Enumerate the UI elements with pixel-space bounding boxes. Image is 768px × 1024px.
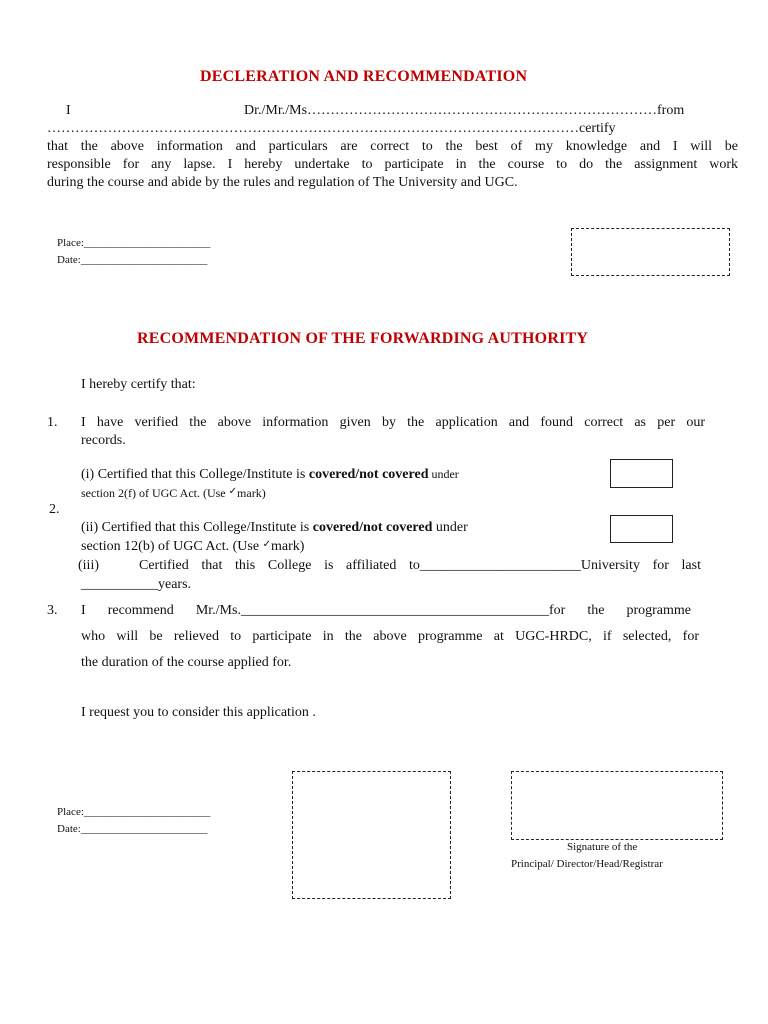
declaration-title: DECLERATION AND RECOMMENDATION <box>200 68 528 85</box>
item3-number: 3. <box>47 603 58 618</box>
forwarding-place-field[interactable] <box>57 806 210 818</box>
declaration-date-field[interactable] <box>57 254 207 266</box>
principal-signature-box[interactable] <box>511 771 723 840</box>
date-blank: _______________________ <box>80 823 208 835</box>
date-blank: _______________________ <box>80 254 208 266</box>
item3-text: who will be relieved to participate in the above programme at UGC-HRDC, if selected, for <box>81 629 699 644</box>
covered-12b-checkbox[interactable] <box>610 515 673 543</box>
forwarding-intro: I hereby certify that: <box>81 377 196 392</box>
item2-i-line1: (i) Certified that this College/Institute is covered/not covered under <box>81 467 459 482</box>
declaration-from-line: ……………………………………………………………………………………………………certify <box>47 121 616 136</box>
covered-2f-checkbox[interactable] <box>610 459 673 488</box>
item3-text: I recommend Mr./Ms.____________________________________________for the programme <box>81 603 691 618</box>
declaration-signature-box[interactable] <box>571 228 730 276</box>
item2-iii-years: ___________years. <box>81 577 192 592</box>
item2-iii-text: Certified that this College is affiliated to_______________________University for last <box>139 558 701 573</box>
date-label: Date: <box>57 823 81 835</box>
declaration-text-line: that the above information and particulars are correct to the best of my knowledge and I will be <box>47 139 738 154</box>
forwarding-date-field[interactable] <box>57 823 207 835</box>
item1-text: records. <box>81 433 126 448</box>
item3-text: the duration of the course applied for. <box>81 655 292 670</box>
declaration-i: I <box>66 103 71 118</box>
tick-icon: ✓ <box>262 539 271 550</box>
item1-text: I have verified the above information given by the application and found correct as per our <box>81 415 705 430</box>
declaration-place-field[interactable] <box>57 237 210 249</box>
forwarding-title: RECOMMENDATION OF THE FORWARDING AUTHORITY <box>137 330 589 347</box>
item2-iii-number: (iii) <box>78 558 99 573</box>
declaration-text-line: responsible for any lapse. I hereby undertake to participate in the course to do the assignment work <box>47 157 738 172</box>
place-blank: _______________________ <box>83 237 211 249</box>
declaration-name-line: Dr./Mr./Ms…………………………………………………………………from <box>244 103 685 118</box>
item2-ii-line1: (ii) Certified that this College/Institute is covered/not covered under <box>81 520 468 535</box>
place-label: Place: <box>57 806 84 818</box>
item2-number: 2. <box>49 502 60 517</box>
signature-designation: Principal/ Director/Head/Registrar <box>511 858 663 870</box>
declaration-text-line: during the course and abide by the rules and regulation of The University and UGC. <box>47 175 518 190</box>
place-label: Place: <box>57 237 84 249</box>
seal-box[interactable] <box>292 771 451 899</box>
item1-number: 1. <box>47 415 58 430</box>
date-label: Date: <box>57 254 81 266</box>
request-text: I request you to consider this application . <box>81 705 316 720</box>
tick-icon: ✓ <box>228 486 238 497</box>
item2-i-line2: section 2(f) of UGC Act. (Use ✓mark) <box>81 486 266 500</box>
signature-caption: Signature of the <box>567 841 638 853</box>
item2-ii-line2: section 12(b) of UGC Act. (Use ✓mark) <box>81 539 305 554</box>
place-blank: _______________________ <box>83 806 211 818</box>
